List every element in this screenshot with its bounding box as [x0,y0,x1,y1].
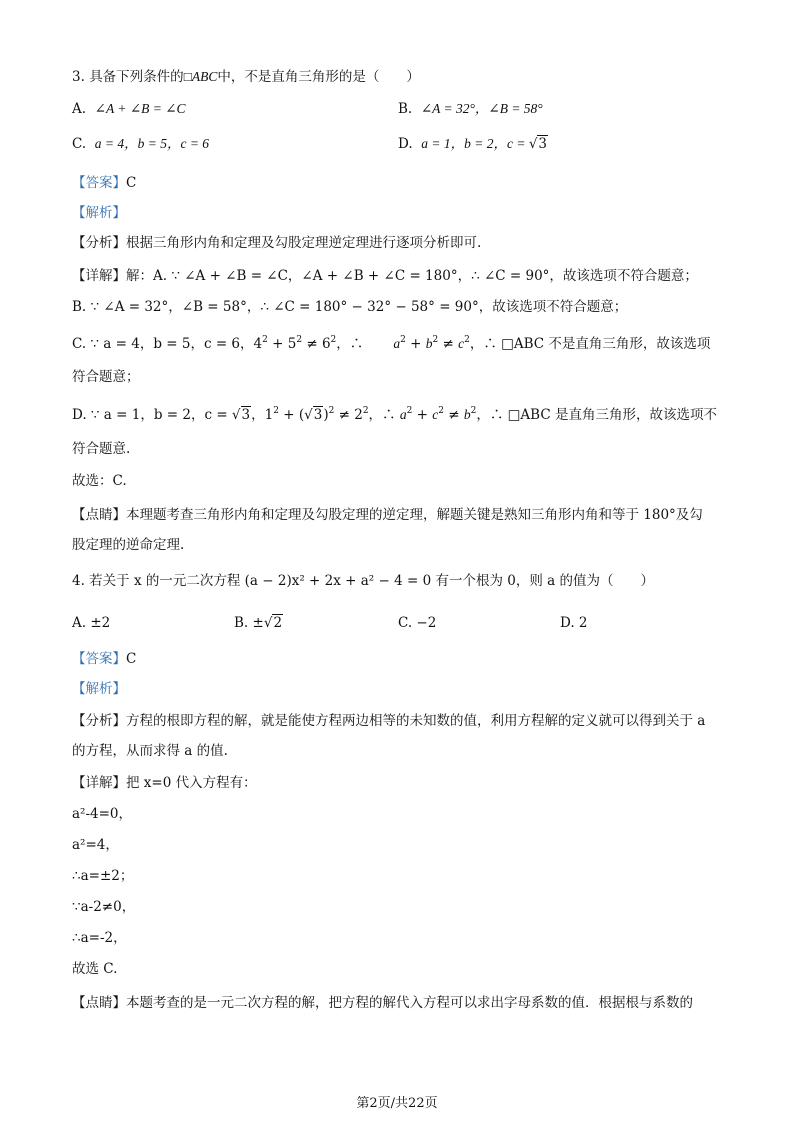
q4-option-a: A. ±2 [72,615,111,631]
q3-detail-b: B. ∵ ∠A = 32°，∠B = 58°，∴ ∠C = 180° − 32° − 58° = 90°，故该选项不符合题意； [72,299,628,315]
q4-step-4: ∵a-2≠0， [72,899,136,915]
q3-detail-c-line2: 符合题意； [72,369,140,385]
q4-option-b: B. ±√2 [234,615,283,631]
q4-choose: 故选 C. [72,961,118,977]
q4-option-c: C. −2 [398,615,437,631]
q3-choose: 故选：C. [72,473,127,489]
q4-step-5: ∴a=-2， [72,930,127,946]
q4-analysis-heading: 【解析】 [72,681,126,697]
q4-answer: 【答案】C [72,651,137,667]
q4-step-2: a²=4， [72,837,119,853]
q3-detail-d-line1: D. ∵ a = 1，b = 2，c = √3，$1^2 + (√3)^2 \ne 2^2$，∴ $a^2 + c^2 \ne b^2$，∴ □ABC 是直角三角形，故该选项不 [72,406,717,423]
q3-detail-a: 【详解】解：A. ∵ ∠A + ∠B = ∠C，∠A + ∠B + ∠C = 180°，∴ ∠C = 90°，故该选项不符合题意； [72,268,698,284]
q4-stem: 4. 若关于 x 的一元二次方程 (a − 2)x² + 2x + a² − 4 = 0 有一个根为 0，则 a 的值为（ ） [72,573,654,589]
q4-detail: 【详解】把 x=0 代入方程有： [72,775,257,791]
q4-fenxi-line2: 的方程，从而求得 a 的值. [72,743,228,759]
q4-fenxi-line1: 【分析】方程的根即方程的解，就是能使方程两边相等的未知数的值，利用方程解的定义就可以得到关于 a [72,713,706,729]
q3-option-d: D. a = 1，b = 2，c = √3 [398,136,548,152]
q3-detail-c-line1: C. ∵ a = 4，b = 5，c = 6，$4^2 + 5^2 \ne 6^2$，∴ $a^2 + b^2 \ne c^2$，∴ □ABC 不是直角三角形，故该选项 [72,335,711,352]
q3-analysis-heading: 【解析】 [72,205,126,221]
q3-option-c: C. a = 4，b = 5，c = 6 [72,136,210,152]
q3-stem: 3. 具备下列条件的□ABC中，不是直角三角形的是（ ） [72,69,420,85]
q3-dianjing-line1: 【点睛】本理题考查三角形内角和定理及勾股定理的逆定理，解题关键是熟知三角形内角和等于 180°及勾 [72,507,703,523]
q4-step-1: a²-4=0， [72,806,133,822]
q4-step-3: ∴a=±2； [72,868,134,884]
q3-option-a: A. ∠A + ∠B = ∠C [72,101,186,117]
q3-dianjing-line2: 股定理的逆命定理. [72,537,185,553]
q4-option-d: D. 2 [560,615,588,631]
q3-answer: 【答案】C [72,175,137,191]
q3-detail-d-line2: 符合题意. [72,441,131,457]
page-footer: 第2页/共22页 [356,1096,438,1111]
q3-fenxi: 【分析】根据三角形内角和定理及勾股定理逆定理进行逐项分析即可. [72,235,482,251]
q3-option-b: B. ∠A = 32°，∠B = 58° [398,101,543,117]
q4-dianjing: 【点睛】本题考查的是一元二次方程的解，把方程的解代入方程可以求出字母系数的值．根据根与系数的 [72,995,693,1011]
